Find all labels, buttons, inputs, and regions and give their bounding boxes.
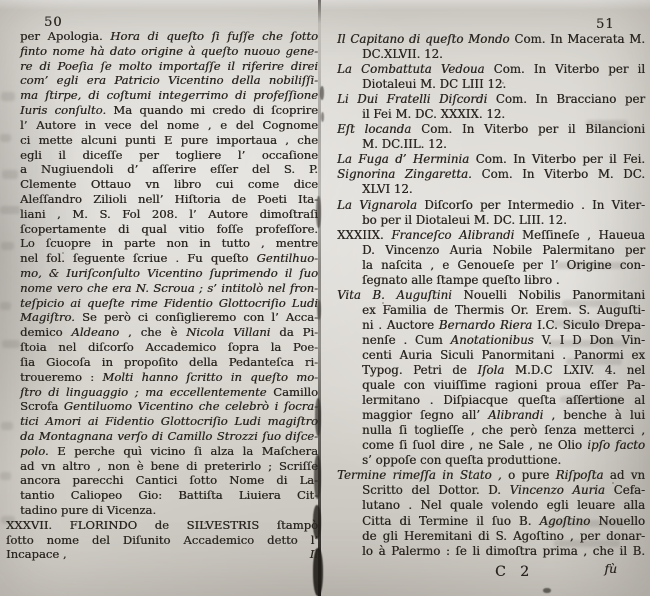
right-page-text-column [337, 32, 645, 559]
text-line [20, 340, 318, 355]
roman-text: , che è [119, 325, 187, 340]
roman-text: Aleſſandro Zilioli nell’ Hiſtoria de Poeti Ita- [20, 191, 318, 206]
ink-blot [543, 588, 551, 593]
roman-text: ex Familia de Thermis Or. Erem. S. Auguſti- [362, 302, 645, 317]
bleed-through-mark [2, 340, 20, 348]
text-line [20, 192, 318, 207]
roman-text: Com. In Macerata M. [514, 32, 645, 46]
roman-text: Typog. Petri de [362, 363, 478, 378]
roman-text: ad vn [609, 468, 645, 483]
italic-text: Iuris conſulto. [20, 103, 114, 118]
roman-text: , benche à lui [543, 408, 645, 423]
text-line [337, 77, 645, 92]
text-line [20, 207, 318, 222]
roman-text: ſotto nome del Diſunito Accademico detto l’ [6, 532, 318, 547]
text-line [337, 47, 645, 62]
text-line [20, 162, 318, 177]
text-line [337, 498, 645, 513]
italic-text: Magiſtro. [20, 310, 82, 325]
text-line [20, 73, 318, 88]
text-line [337, 152, 645, 167]
text-line [20, 88, 318, 103]
signature-mark: C 2 [495, 564, 535, 580]
roman-text: Se però ci conſiglieremo con l’ Acca- [81, 310, 318, 325]
bleed-through-mark [0, 134, 11, 142]
italic-text: Li Dui Fratelli Diſcordi [337, 92, 496, 107]
roman-text: come ſi ſuol dire , ne Sale , ne Olio [362, 438, 588, 453]
text-line [337, 32, 645, 47]
text-line [6, 533, 318, 548]
roman-text: Clemente Ottauo vn libro cui come dice [20, 177, 318, 192]
text-line [337, 408, 645, 423]
text-line [20, 399, 318, 414]
italic-text: Molti hanno ſcritto in queſto mo- [102, 369, 318, 384]
italic-text: tici Amori ai Fidentio Glottocriſio Ludi magiſtro [20, 414, 318, 429]
text-line [337, 182, 645, 197]
text-line [20, 444, 318, 459]
italic-text: Gentilhuo- [256, 251, 318, 266]
text-line [20, 59, 318, 74]
text-line [337, 213, 645, 228]
italic-text: Agoſtino [539, 513, 599, 528]
roman-text: D. Vincenzo Auria Nobile Palermitano per [362, 242, 645, 257]
roman-text: a Nugiuendoli d’ aſſerire eſſer del S. P. [20, 162, 318, 177]
roman-text: la naſcita , e Genoueſe per l’ Origine con- [362, 257, 645, 272]
roman-text: Com. In Bracciano per [495, 92, 645, 107]
roman-text: nenſe . Cum [362, 332, 451, 347]
text-line [337, 122, 645, 137]
roman-text: Nouelli Nobilis Panormitani [463, 287, 646, 302]
roman-text: Camillo [273, 384, 318, 399]
text-line [337, 62, 645, 77]
catchword-right: fù [604, 561, 617, 576]
text-line [337, 92, 645, 107]
text-line [20, 236, 318, 251]
text-line [20, 503, 318, 518]
roman-text: V. I D Don Vin- [541, 332, 645, 347]
text-line [337, 423, 645, 438]
italic-text: Signorina Zingaretta. [337, 167, 482, 182]
text-line [20, 251, 318, 266]
text-line [337, 258, 645, 273]
roman-text: Nouello [598, 513, 645, 528]
roman-text: lutano . Nel quale volendo egli leuare alla [362, 498, 645, 513]
roman-text: Lo ſcuopre in parte non in tutto , mentre [20, 236, 318, 251]
roman-text: M.D.C LXIV. 4. nel [514, 363, 645, 378]
ink-blot [320, 86, 324, 100]
roman-text: tantio Caliopeo Gio: Battiſta Liuiera Cit- [20, 488, 318, 503]
roman-text: XLVI 12. [362, 182, 413, 197]
italic-text: Alibrandi [488, 408, 544, 423]
roman-text: ci mette alcuni punti E pure importaua , che [20, 132, 318, 147]
text-line [20, 429, 318, 444]
right-page-footer [337, 561, 645, 583]
roman-text: tadino pure di Vicenza. [20, 503, 157, 517]
italic-text: re di Poeſia ſe molto importaſſe il riferire direi [20, 58, 318, 73]
bleed-through-mark [0, 302, 11, 310]
text-line [337, 438, 645, 453]
italic-text: ma ſtirpe, di coſtumi integerrimo di profeſſione [20, 88, 318, 103]
roman-text: M. DC.IIL. 12. [362, 137, 447, 152]
roman-text: demico [20, 325, 72, 340]
ink-blot [321, 112, 324, 122]
roman-text: Scritto del Dottor. D. [362, 483, 510, 498]
roman-text: nel fol. ſeguente ſcriue . Fu queſto [20, 251, 257, 266]
italic-text: teſpicio ai queſte rime Fidentio Glottocriſio Ludi [20, 295, 318, 310]
page-number-left: 50 [44, 15, 63, 30]
bleed-through-mark [2, 170, 18, 179]
italic-text: Eſt locanda [337, 122, 422, 137]
roman-text: I.C. Siculo Drepa- [536, 317, 645, 332]
italic-text: ipſo facto [587, 438, 645, 453]
text-line [337, 529, 645, 544]
italic-text: Hora di queſto ſi fuſſe che ſotto [110, 29, 318, 43]
italic-text: Bernardo Riera [438, 317, 537, 332]
italic-text: nome vero che era N. Scroua ; s’ intitolò nel fron- [20, 280, 318, 295]
italic-text: da Montagnana verſo di Camillo Strozzi ſuo diſce- [20, 428, 318, 443]
roman-text: XXXIIX. [337, 227, 392, 242]
italic-text: La Fuga d’ Herminia [337, 152, 476, 167]
bleed-through-mark [1, 422, 13, 430]
italic-text: finto nome hà dato origine à queſto nuouo gene- [20, 43, 318, 58]
italic-text: Nicola Villani [186, 325, 271, 340]
text-line [337, 348, 645, 363]
roman-text: ſia Giocoſa in propoſito della Pedanteſca ri- [20, 354, 318, 369]
text-line [337, 167, 645, 182]
text-line [20, 473, 318, 488]
text-line [20, 44, 318, 59]
text-line [337, 303, 645, 318]
text-line [337, 514, 645, 529]
roman-text: bo per il Diotaleui M. DC. LIII. 12. [362, 212, 567, 227]
text-line [6, 547, 318, 562]
italic-text: mo, & Iuriſconſulto Vicentino ſuprimendo il ſuo [20, 266, 318, 280]
roman-text: liani , M. S. Fol 208. l’ Autore dimoſtraſi [20, 206, 318, 221]
text-line [20, 266, 318, 281]
roman-text: Scrofa [20, 399, 64, 414]
roman-text: troueremo : [20, 369, 103, 384]
text-line [6, 518, 318, 533]
roman-text: Com. In Viterbo M. DC. [481, 167, 645, 182]
text-line [337, 453, 645, 468]
italic-text: La Combattuta Vedoua [337, 62, 494, 77]
roman-text: o pure [508, 468, 556, 483]
italic-text: Anotationibus [450, 332, 542, 347]
text-line [20, 103, 318, 118]
italic-text: Aldeano [71, 325, 120, 340]
text-line [337, 288, 645, 303]
italic-text: ſtro di linguaggio ; ma eccellentemente [20, 384, 274, 399]
bleed-through-mark [0, 472, 11, 480]
text-line [20, 414, 318, 429]
roman-text: DC.XLVII. 12. [362, 47, 443, 62]
text-line [20, 325, 318, 340]
roman-text: Cefa- [613, 483, 646, 498]
text-line [20, 118, 318, 133]
text-line [337, 318, 645, 333]
text-line [20, 310, 318, 325]
italic-text: polo. [20, 443, 58, 458]
roman-text: l’ Autore in vece del nome , e del Cognome [20, 117, 318, 132]
roman-text: Com. In Viterbo per il [493, 62, 646, 77]
italic-text: com’ egli era Patricio Vicentino della nobiliſſi- [20, 73, 318, 88]
bleed-through-mark [1, 242, 14, 250]
roman-text: quale con viuiſſime ragioni proua eſſer Pa- [362, 378, 645, 393]
text-line [337, 107, 645, 122]
roman-text: ad vn altro , non è bene di preterirlo ; Scriſſe [20, 458, 318, 473]
roman-text: nulla ſi toglieſſe , che però ſenza metterci , [362, 423, 645, 438]
catchword-left: Il [309, 547, 318, 562]
text-line [20, 459, 318, 474]
roman-text: Diotaleui M. DC LIII 12. [362, 77, 507, 92]
roman-text: centi Auria Siculi Panormitani . Panormi ex [362, 347, 645, 362]
bleed-through-mark [1, 92, 15, 101]
page-number-right: 51 [596, 17, 615, 32]
roman-text: per Apologia. [20, 29, 111, 43]
roman-text: Ma quando mi credo di ſcoprire [113, 103, 318, 118]
roman-text: Com. In Viterbo per il Bilancioni [421, 122, 645, 137]
italic-text: Vincenzo Auria [509, 483, 614, 498]
roman-text: Citta di Termine il ſuo B. [362, 513, 540, 528]
roman-text: ancora parecchi Cantici ſotto Nome di La- [20, 473, 318, 488]
text-line [20, 385, 318, 400]
italic-text: Riſpoſta [555, 468, 610, 483]
roman-text: ni . Auctore [362, 317, 439, 332]
italic-text: Vita B. Auguſtini [337, 287, 464, 302]
roman-text: E perche quì vicino ſi alza la Maſchera [57, 443, 318, 458]
text-line [20, 29, 318, 44]
italic-text: Il Capitano di queſto Mondo [337, 32, 515, 46]
roman-text: de gli Heremitani di S. Agoſtino , per donar- [362, 528, 645, 543]
italic-text: Franceſco Alibrandi [391, 227, 522, 242]
roman-text: lermitano . Diſpiacque queſta aſſertione al [362, 393, 645, 408]
text-line [337, 468, 645, 483]
text-line [337, 483, 645, 498]
text-line [20, 148, 318, 163]
text-line [20, 133, 318, 148]
roman-text: Com. In Viterbo per il Fei. [475, 152, 646, 167]
roman-text: da Pi- [270, 325, 318, 340]
roman-text: XXXVII. FLORINDO de SILVESTRIS ſtampò [6, 517, 318, 532]
roman-text: il Fei M. DC. XXXIX. 12. [362, 107, 505, 122]
italic-text: Termine rimeſſa in Stato , [337, 468, 509, 483]
text-line [20, 222, 318, 237]
roman-text: Diſcorſo per Intermedio . In Viter- [424, 197, 645, 212]
roman-text: maggior ſegno all’ [362, 408, 489, 423]
left-page-text-column [6, 29, 318, 562]
italic-text: Gentiluomo Vicentino che celebrò i ſocra- [63, 399, 318, 414]
text-line [337, 544, 645, 559]
text-line [20, 281, 318, 296]
text-line [20, 177, 318, 192]
italic-text: La Vignarola [337, 197, 425, 212]
text-line [337, 243, 645, 258]
roman-text: s’ oppoſe con queſta produttione. [362, 453, 562, 468]
text-line [337, 137, 645, 152]
text-line [337, 228, 645, 243]
text-line [20, 488, 318, 503]
roman-text: Incapace , [6, 547, 67, 562]
text-line [20, 355, 318, 370]
bleed-through-mark [0, 206, 20, 214]
italic-text: Iſola [477, 363, 515, 378]
roman-text: lo à Palermo : ſe li dimoſtra prima , che il B. [362, 543, 645, 558]
roman-text: ſegnato alle ſtampe queſto libro . [362, 272, 560, 287]
text-line [20, 370, 318, 385]
roman-text: ſcopertamente di qual vitio foſſe profeſſore. [20, 221, 318, 236]
roman-text: ſtoia nel diſcorſo Accademico ſopra la Poe- [20, 340, 318, 355]
roman-text: egli il diceſſe per togliere l’ occaſione [20, 147, 318, 162]
text-line [337, 393, 645, 408]
text-line [337, 333, 645, 348]
text-line [337, 198, 645, 213]
text-line [337, 363, 645, 378]
text-line [337, 273, 645, 288]
text-line [20, 296, 318, 311]
roman-text: Meſſineſe , Haueua [521, 227, 645, 242]
text-line [337, 378, 645, 393]
